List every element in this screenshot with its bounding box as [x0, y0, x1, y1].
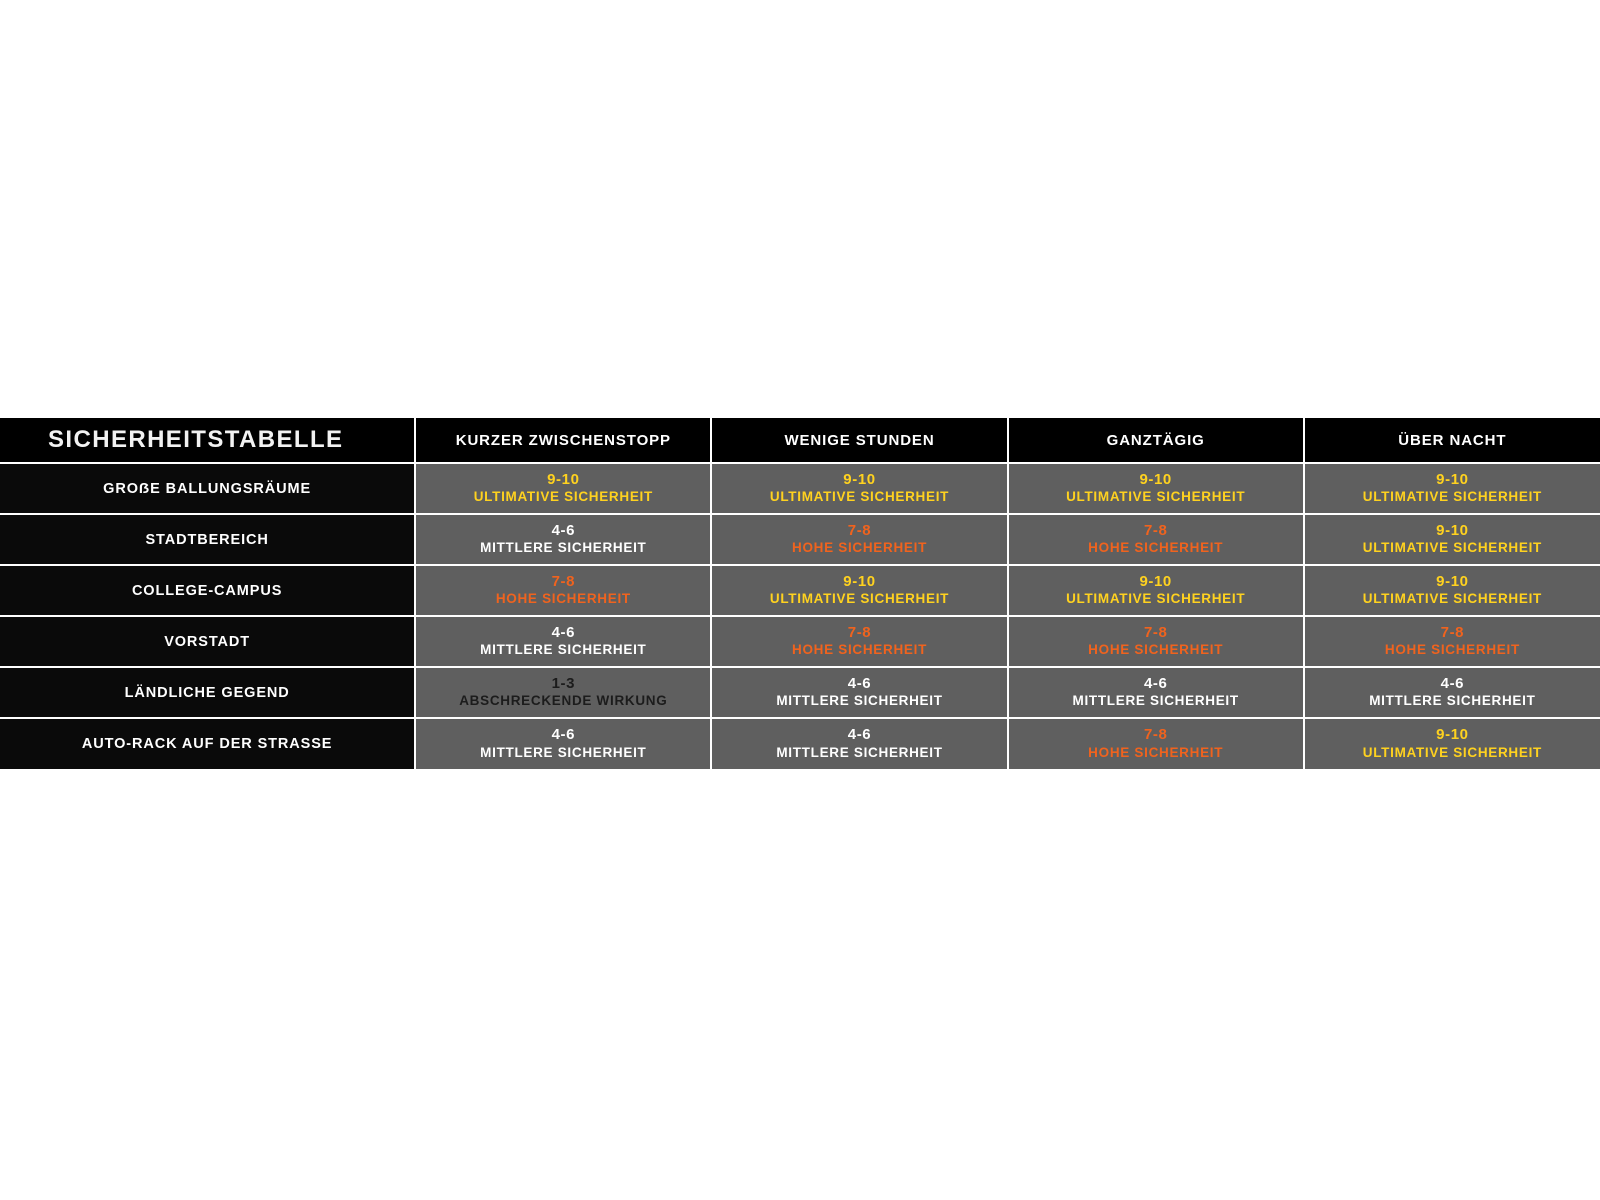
cell-score: 7-8	[1440, 623, 1465, 641]
cell-score: 9-10	[1139, 572, 1172, 590]
rating-cell	[415, 565, 711, 616]
rating-cell	[415, 616, 711, 667]
cell-rating: ULTIMATIVE SICHERHEIT	[1066, 489, 1246, 505]
table-row	[0, 616, 1600, 667]
cell-score: 4-6	[1440, 674, 1465, 692]
cell-score: 9-10	[1436, 521, 1469, 539]
column-header-kurzer-zwischenstopp: KURZER ZWISCHENSTOPP	[415, 418, 711, 463]
rating-cell	[415, 667, 711, 718]
cell-score: 4-6	[551, 623, 576, 641]
rating-cell	[711, 616, 1007, 667]
cell-score: 4-6	[847, 726, 872, 744]
table-body	[0, 463, 1600, 769]
rating-cell	[1008, 565, 1304, 616]
rating-cell	[1008, 718, 1304, 769]
row-label: AUTO-RACK AUF DER STRASSE	[0, 718, 415, 769]
row-label: VORSTADT	[0, 616, 415, 667]
cell-score: 1-3	[551, 674, 576, 692]
cell-rating: ULTIMATIVE SICHERHEIT	[1362, 744, 1542, 760]
cell-rating: HOHE SICHERHEIT	[792, 540, 928, 556]
cell-rating: HOHE SICHERHEIT	[1384, 642, 1520, 658]
rating-cell	[711, 565, 1007, 616]
cell-score: 7-8	[1143, 521, 1168, 539]
cell-rating: MITTLERE SICHERHEIT	[480, 642, 647, 658]
cell-score: 9-10	[1436, 726, 1469, 744]
cell-rating: ULTIMATIVE SICHERHEIT	[1362, 489, 1542, 505]
cell-rating: ULTIMATIVE SICHERHEIT	[1066, 591, 1246, 607]
rating-cell	[1008, 514, 1304, 565]
cell-score: 7-8	[551, 572, 576, 590]
cell-rating: HOHE SICHERHEIT	[495, 591, 631, 607]
cell-rating: ULTIMATIVE SICHERHEIT	[473, 489, 653, 505]
column-header-ganztaegig: GANZTÄGIG	[1008, 418, 1304, 463]
table-row	[0, 463, 1600, 514]
rating-cell	[1008, 616, 1304, 667]
column-header-wenige-stunden: WENIGE STUNDEN	[711, 418, 1007, 463]
row-label: GROẞE BALLUNGSRÄUME	[0, 463, 415, 514]
cell-rating: ULTIMATIVE SICHERHEIT	[769, 489, 950, 505]
row-label: COLLEGE-CAMPUS	[0, 565, 415, 616]
cell-score: 9-10	[843, 470, 876, 488]
header-row	[0, 418, 1600, 463]
row-label: STADTBEREICH	[0, 514, 415, 565]
cell-rating: ABSCHRECKENDE WIRKUNG	[459, 693, 668, 709]
cell-rating: ULTIMATIVE SICHERHEIT	[1362, 540, 1542, 556]
cell-score: 7-8	[847, 623, 872, 641]
rating-cell	[1304, 514, 1600, 565]
cell-score: 4-6	[1143, 674, 1168, 692]
rating-cell	[1304, 718, 1600, 769]
cell-score: 4-6	[551, 521, 576, 539]
cell-rating: MITTLERE SICHERHEIT	[776, 693, 943, 709]
cell-score: 9-10	[843, 572, 876, 590]
row-label: LÄNDLICHE GEGEND	[0, 667, 415, 718]
cell-rating: HOHE SICHERHEIT	[1088, 642, 1224, 658]
cell-rating: HOHE SICHERHEIT	[1088, 540, 1224, 556]
rating-cell	[1304, 565, 1600, 616]
rating-cell	[1304, 667, 1600, 718]
rating-cell	[415, 463, 711, 514]
rating-cell	[1008, 463, 1304, 514]
table-row	[0, 565, 1600, 616]
rating-cell	[1008, 667, 1304, 718]
cell-score: 9-10	[1436, 572, 1469, 590]
rating-cell	[711, 718, 1007, 769]
cell-score: 7-8	[847, 521, 872, 539]
cell-rating: ULTIMATIVE SICHERHEIT	[769, 591, 950, 607]
cell-rating: MITTLERE SICHERHEIT	[480, 744, 647, 760]
cell-rating: MITTLERE SICHERHEIT	[1369, 693, 1536, 709]
table-row	[0, 718, 1600, 769]
rating-cell	[415, 514, 711, 565]
security-table	[0, 418, 1600, 769]
cell-score: 9-10	[1139, 470, 1172, 488]
rating-cell	[711, 514, 1007, 565]
column-header-ueber-nacht: ÜBER NACHT	[1304, 418, 1600, 463]
cell-rating: MITTLERE SICHERHEIT	[776, 744, 943, 760]
table-title: SICHERHEITSTABELLE	[0, 418, 415, 463]
security-table-container	[0, 418, 1600, 769]
cell-rating: MITTLERE SICHERHEIT	[1072, 693, 1239, 709]
cell-rating: HOHE SICHERHEIT	[792, 642, 928, 658]
cell-score: 7-8	[1143, 623, 1168, 641]
cell-score: 9-10	[547, 470, 580, 488]
cell-rating: MITTLERE SICHERHEIT	[480, 540, 647, 556]
table-row	[0, 514, 1600, 565]
cell-rating: ULTIMATIVE SICHERHEIT	[1362, 591, 1542, 607]
rating-cell	[1304, 463, 1600, 514]
table-header	[0, 418, 1600, 463]
cell-score: 7-8	[1143, 726, 1168, 744]
cell-score: 4-6	[847, 674, 872, 692]
rating-cell	[711, 667, 1007, 718]
rating-cell	[711, 463, 1007, 514]
table-row	[0, 667, 1600, 718]
rating-cell	[415, 718, 711, 769]
cell-score: 4-6	[551, 726, 576, 744]
cell-score: 9-10	[1436, 470, 1469, 488]
cell-rating: HOHE SICHERHEIT	[1088, 744, 1224, 760]
rating-cell	[1304, 616, 1600, 667]
